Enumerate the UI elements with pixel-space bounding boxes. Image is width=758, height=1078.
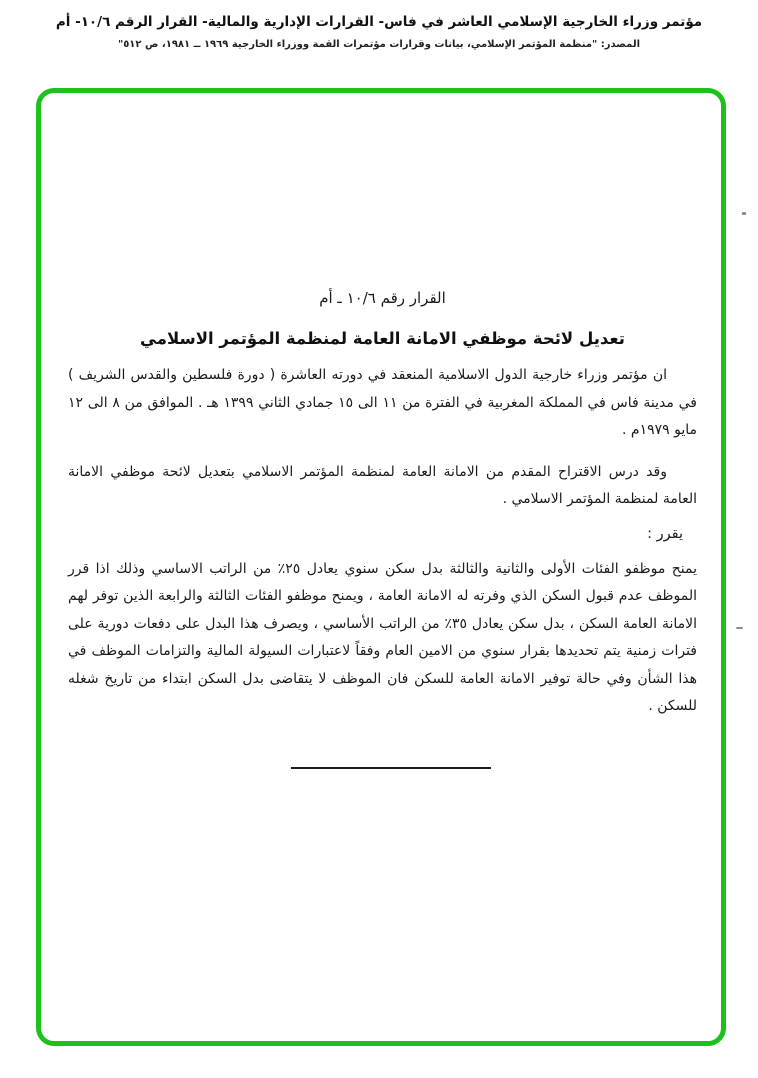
header-title-line: مؤتمر وزراء الخارجية الإسلامي العاشر في فاس- القرارات الإدارية والمالية- القرار الرقم ١٠/٦- أم (55, 14, 703, 30)
study-paragraph: وقد درس الاقتراح المقدم من الامانة العامة لمنظمة المؤتمر الاسلامي بتعديل لائحة موظفي الامانة العامة لمنظمة المؤتمر الاسلامي . (68, 463, 697, 507)
resolution-subject-title: تعديل لائحة موظفي الامانة العامة لمنظمة المؤتمر الاسلامي (140, 329, 625, 348)
resolution-number-title: القرار رقم ١٠/٦ ـ أم (319, 289, 446, 307)
decree-paragraph: يمنح موظفو الفئات الأولى والثانية والثالثة بدل سكن سنوي يعادل ٢٥٪ من الراتب الاساسي وذلك اذا قرر الموظف عدم قبول السكن الذي وفرته له الامانة العامة ، ويمنح موظفو الفئات الثالثة والرابعة الذين توفر لهم الامانة العامة السكن ، بدل سكن يعادل ٣٥٪ من الراتب الأساسي ، ويصرف هذا البدل على دفعات دورية على فترات زمنية يتم تحديدها بقرار سنوي من الامين العام وفقاً لاعتبارات السيولة المالية والتزامات الموظف في هذا الشأن وفي حالة توفير الامانة العامة للسكن فان الموظف لا يتقاضى بدل السكن ابتداء من تاريخ شغله للسكن . (68, 560, 698, 714)
scan-speck (742, 212, 746, 215)
document-body (41, 93, 721, 769)
closing-divider-line (291, 767, 491, 769)
header-source-line: المصدر: "منظمة المؤتمر الإسلامي، بيانات وقرارات مؤتمرات القمة ووزراء الخارجية ١٩٦٩ ــ ١٩٨١، ص ٥١٢" (117, 39, 641, 50)
page-frame-border (36, 88, 726, 1046)
preamble-paragraph: ان مؤتمر وزراء خارجية الدول الاسلامية المنعقد في دورته العاشرة ( دورة فلسطين والقدس الشريف ) في مدينة فاس في المملكة المغربية في الفترة من ١١ الى ١٥ جمادي الثاني ١٣٩٩ هـ . الموافق من ٨ الى ١٢ مايو ١٩٧٩م . (68, 367, 697, 438)
decree-label: يقرر : (647, 525, 683, 542)
document-header (0, 14, 758, 50)
scan-speck (736, 627, 743, 629)
